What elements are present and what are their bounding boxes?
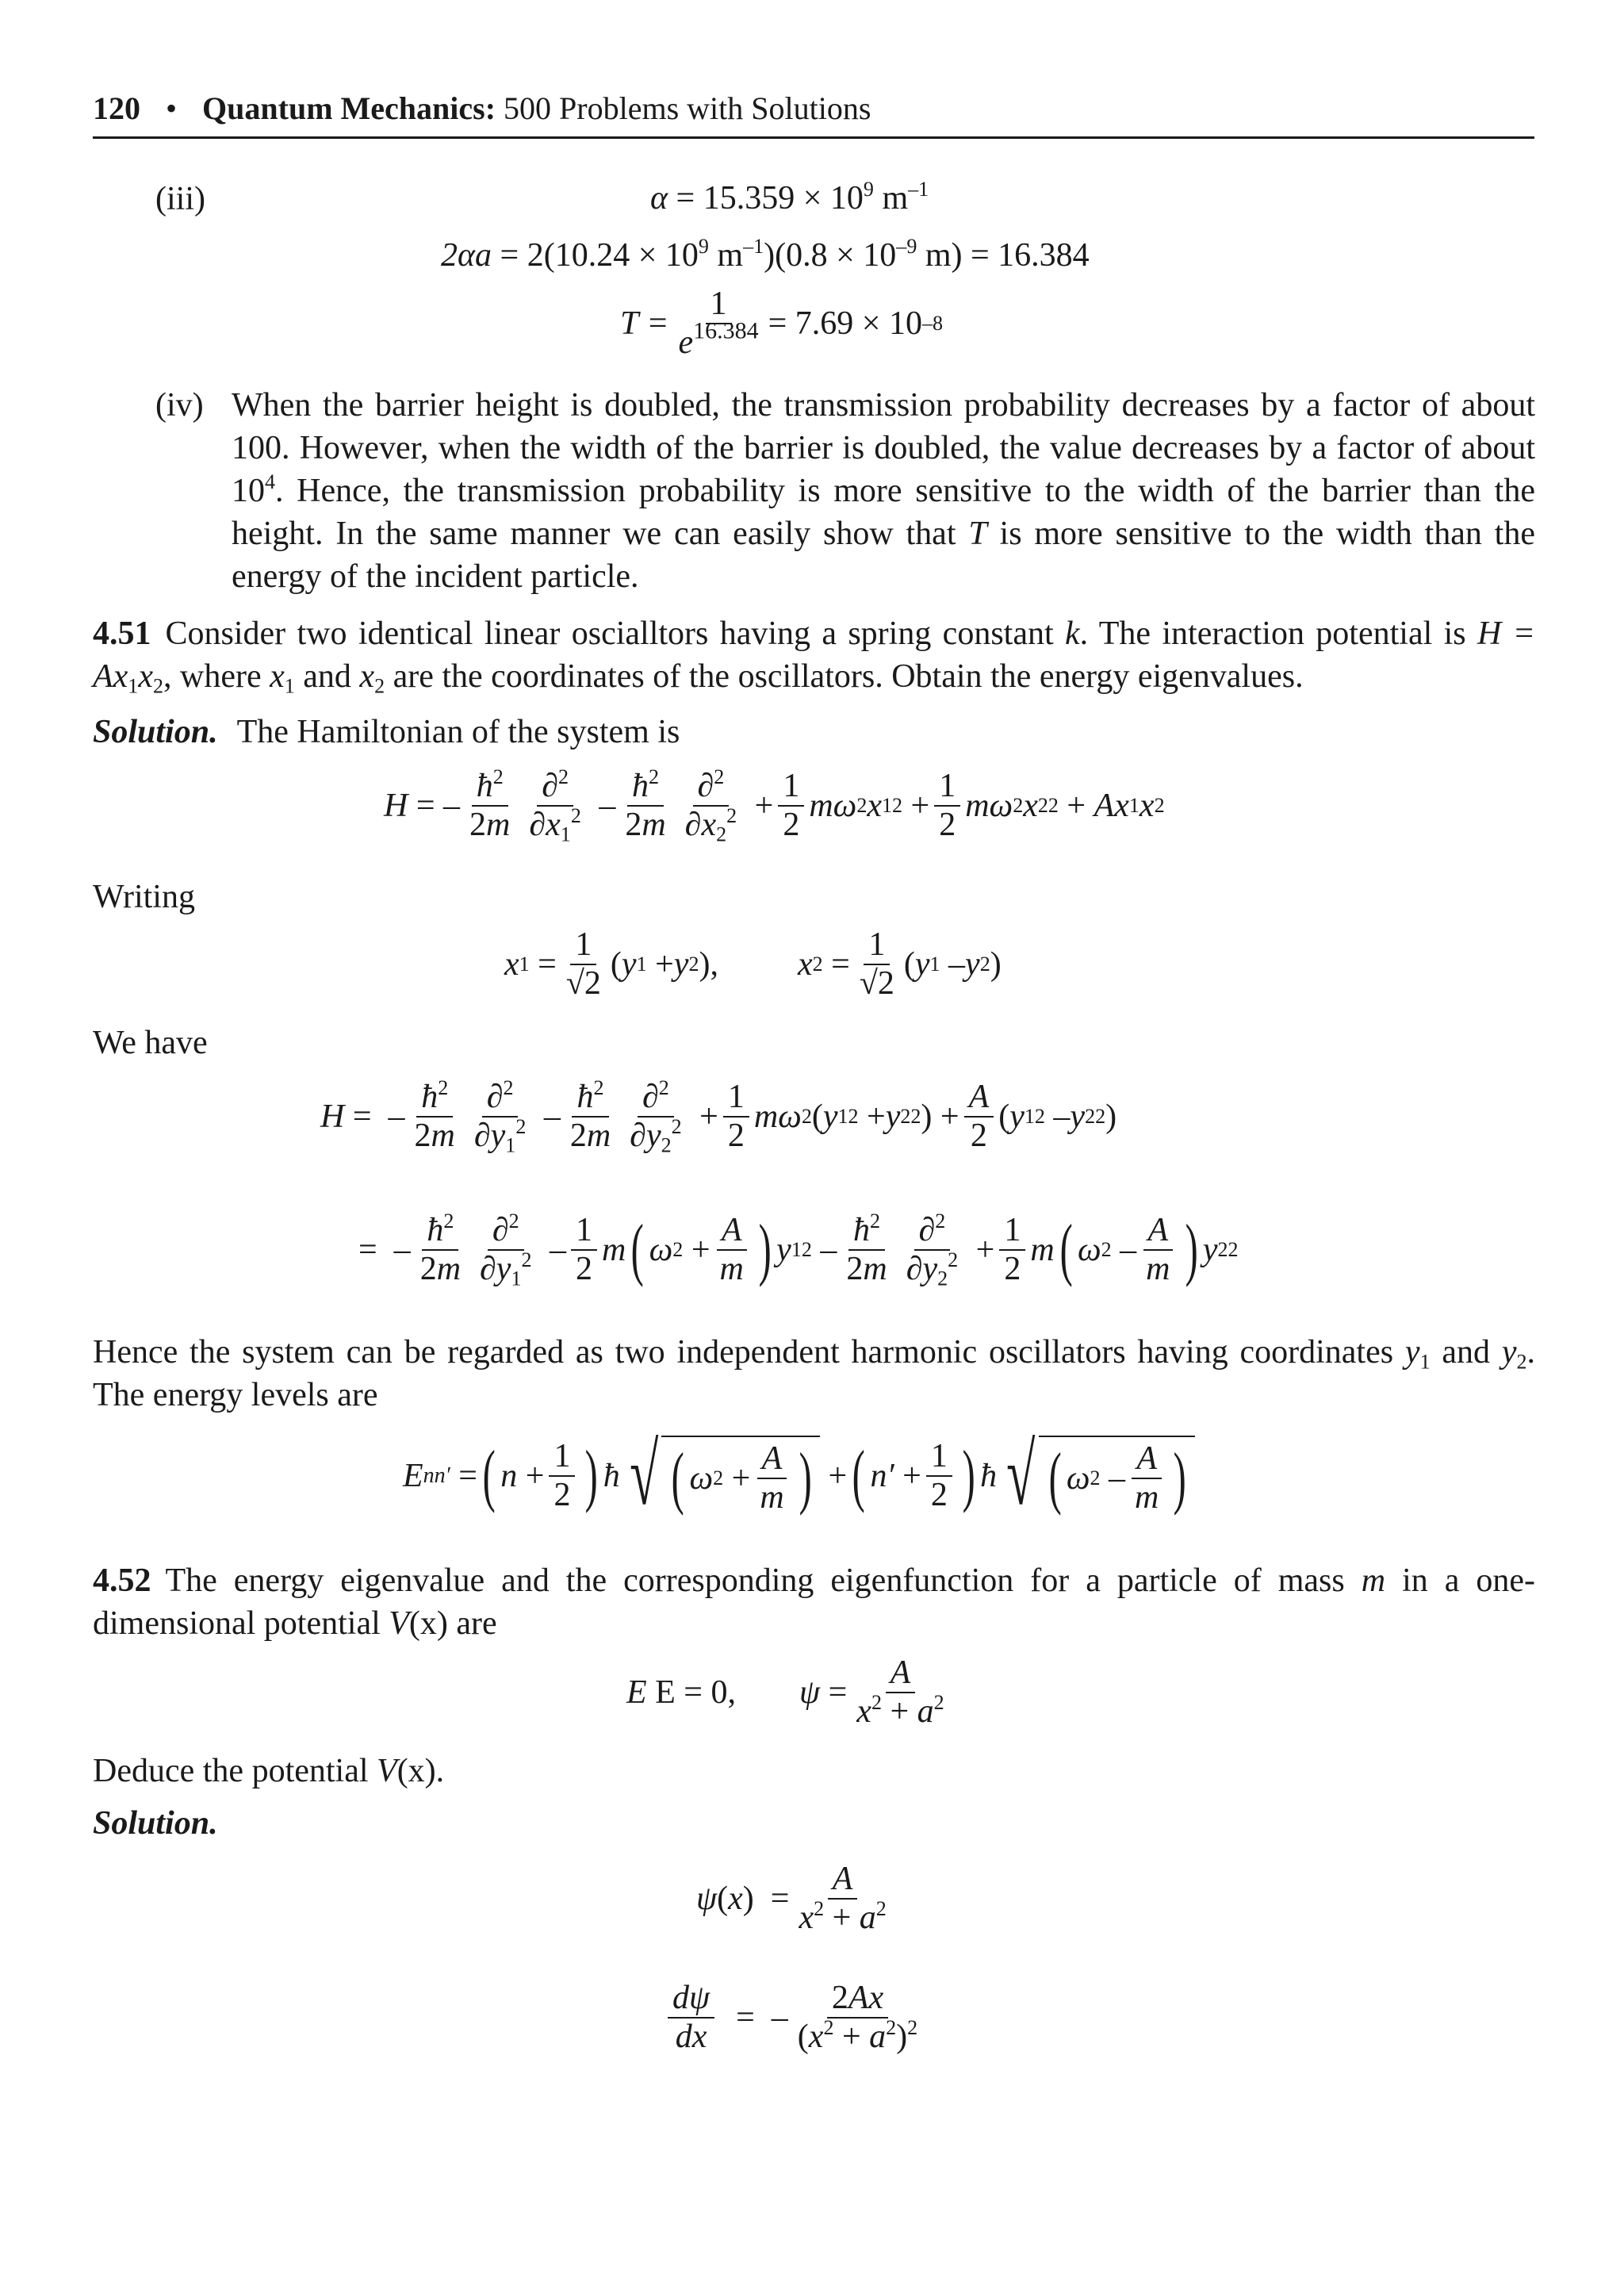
book-subtitle: 500 Problems with Solutions (504, 90, 871, 126)
problem-number: 4.51 (93, 615, 151, 652)
equation-psi: ψ ( x ) = A $x^2 + a^2$ (696, 1861, 887, 1937)
header-bullet: • (166, 90, 178, 126)
equation-transmission: T = $\frac{1}{e^{16.384}}$ = 7.69 × 10 –8 (620, 286, 944, 362)
equation-alpha: $\alpha = 15.359 \times 10^9$ $m^{-1}$ (650, 177, 929, 217)
equation-hamiltonian-transformed: H = – $ħ^2$ 2m ∂$^2$ $\partial y_1^2$ – $ħ^2$ 2m ∂$^2$ $\partial y_2^2$ + 1 2 mω 2 ( y 1 2 + y 2 2 ) + A 2 ( y 1 2 – y 2 2 ) (320, 1075, 1117, 1157)
solution-4-52-label: Solution. (93, 1805, 218, 1842)
problem-number: 4.52 (93, 1562, 151, 1599)
problem-4-52-statement: 4.52 The energy eigenvalue and the corresponding eigenfunction for a particle of mass m in a one-dimensional potential V(x) are (93, 1562, 1535, 1642)
book-title: Quantum Mechanics: (202, 90, 496, 126)
deduce-text: Deduce the potential V(x). (93, 1753, 445, 1789)
equation-hamiltonian-separated: = – $ħ^2$ 2m ∂$^2$ $\partial y_1^2$ – 1 2 m ( ω 2 + A m ) y 1 2 – $ħ^2$ 2m ∂$^2$ $\partial y_2^2$ + 1 2 m ( ω 2 – A m ) y 2 2 (358, 1209, 1239, 1290)
solution-4-51: Solution. The Hamiltonian of the system is (93, 714, 680, 750)
part-iv-paragraph: When the barrier height is doubled, the transmission probability decreases by a factor of about 100. However, when the width of the barrier is doubled, the value decreases by a factor of about $10^4$. Hence, the transmission probability is more sensitive to the width of the barrier than the height. In the same manner we can easily show that T is more sensitive to the width than the energy of the incident particle. (232, 387, 1535, 595)
equation-2alpha-a: $2\alpha a = 2(10.24 \times 10^9$ $m^{-1})(0.8 \times 10^{-9}$ m) = 16.384 (441, 234, 1090, 274)
part-iii-label: (iii) (155, 181, 205, 217)
solution-label: Solution. (93, 714, 218, 750)
writing-label: Writing (93, 879, 195, 915)
equation-dpsi-dx: dψ dx = – 2Ax $(x^2 + a^2)^2$ (663, 1980, 927, 2056)
part-iv-label: (iv) (155, 387, 204, 424)
we-have-label: We have (93, 1025, 208, 1061)
equation-hamiltonian: H = – $ħ^2$ 2m ∂$^2$ $\partial x_1^2$ – $ħ^2$ 2m ∂$^2$ $\partial x_2^2$ + 1 2 mω 2 x 1 2 + 1 2 mω 2 x 2 2 + Ax 1 x 2 (384, 765, 1165, 846)
hence-paragraph: Hence the system can be regarded as two independent harmonic oscillators having coordinates $y_1$ and $y_2$. The energy levels are (93, 1334, 1536, 1413)
equation-eigen: E E = 0, ψ = A $x^2 + a^2$ (626, 1654, 944, 1731)
page-number: 120 (93, 90, 140, 126)
running-header (93, 89, 871, 128)
problem-4-51-statement: 4.51 Consider two identical linear oscialltors having a spring constant k. The interaction potential is $H = Ax_1x_2$, where $x_1$ and $x_2$ are the coordinates of the oscillators. Obtain the energy eigenvalues. (93, 615, 1535, 698)
equation-energy-levels: E nn′ = ( n + 1 2 ) ħ √ ( ω 2 + A m ) + ( n′ + 1 2 ) ħ √ ( ω 2 – A m ) (403, 1436, 1195, 1516)
header-rule (93, 136, 1534, 139)
equation-coordinate-transform: x 1 = 1 √2 ( y 1 + y 2 ), x 2 = 1 √2 ( y 1 – y 2 ) (504, 926, 1002, 1003)
